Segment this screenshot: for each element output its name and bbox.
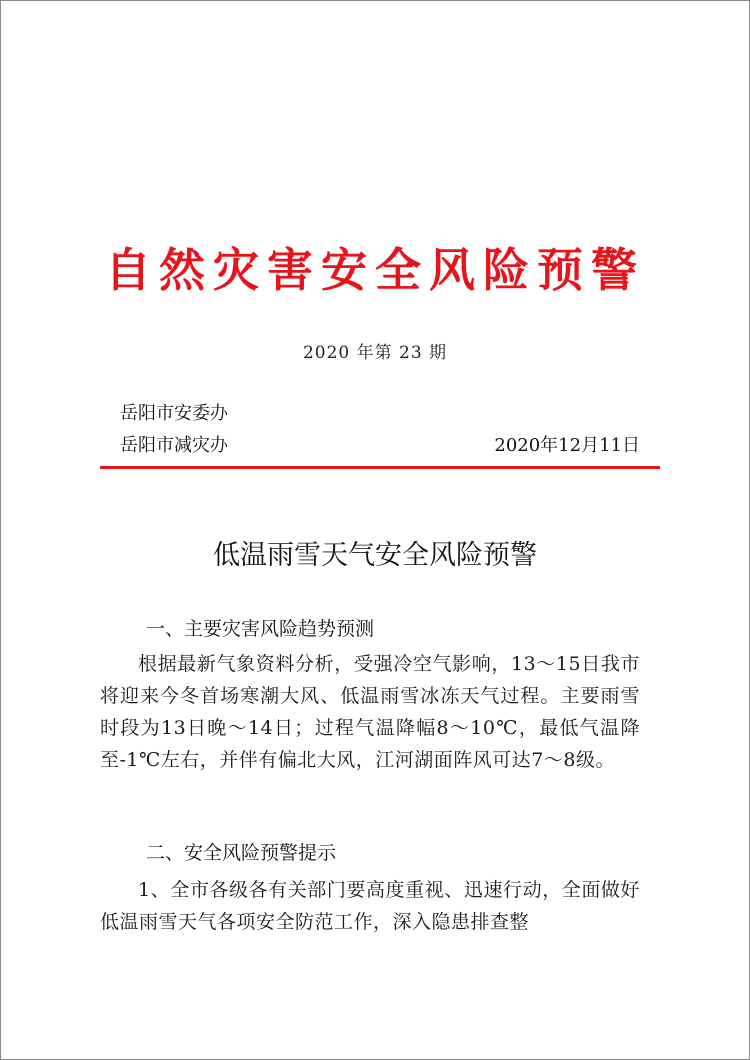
issue-date: 2020年12月11日 — [494, 435, 640, 456]
section-paragraph-risk-forecast: 根据最新气象资料分析，受强冷空气影响，13～15日我市将迎来今冬首场寒潮大风、低温雨雪冰冻天气过程。主要雨雪时段为13日晚～14日；过程气温降幅8～10℃，最低气温降至-1℃左右，并伴有偏北大风，江河湖面阵风可达7～8级。 — [100, 653, 640, 771]
section-paragraph-warning-tips: 1、全市各级各有关部门要高度重视、迅速行动，全面做好低温雨雪天气各项安全防范工作，深入隐患排查整 — [100, 879, 640, 933]
issue-number: 2020 年第 23 期 — [302, 343, 448, 363]
issuer-disaster-reduction-office: 岳阳市减灾办 — [120, 435, 228, 456]
document-title: 低温雨雪天气安全风险预警 — [213, 540, 537, 571]
masthead-title: 自然灾害安全风险预警 — [105, 243, 645, 297]
red-divider — [100, 466, 660, 469]
section-heading-risk-forecast: 一、主要灾害风险趋势预测 — [146, 618, 375, 640]
issuer-safety-committee: 岳阳市安委办 — [120, 403, 228, 424]
section-heading-warning-tips: 二、安全风险预警提示 — [146, 842, 337, 864]
